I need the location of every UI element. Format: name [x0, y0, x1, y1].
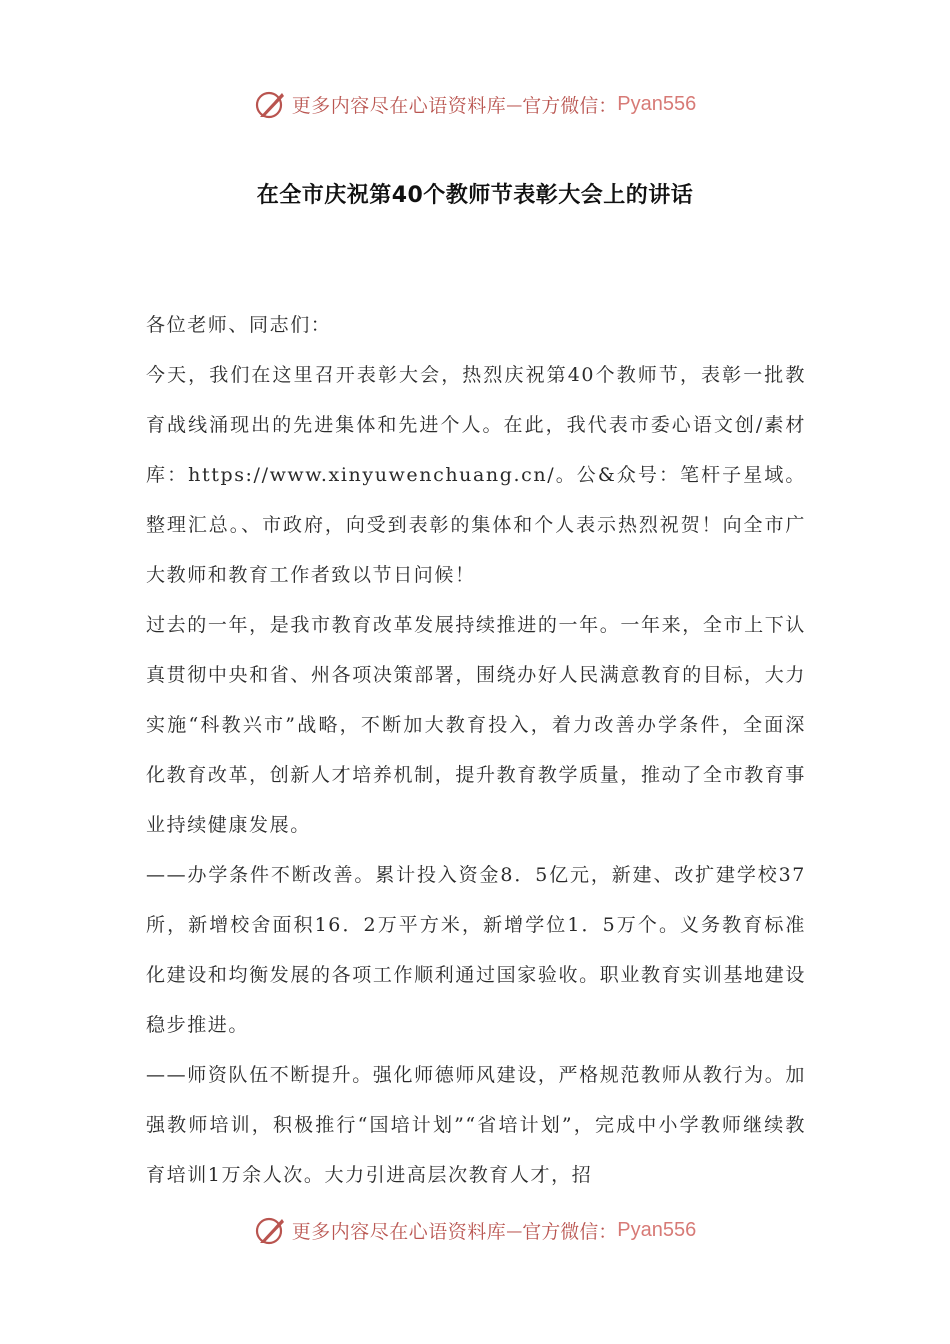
paragraph: ——师资队伍不断提升。强化师德师风建设，严格规范教师从教行为。加强教师培训，积极推行“国培计划”“省培计划”，完成中小学教师继续教育培训1万余人次。大力引进高层次教育人才，招 [146, 1064, 806, 1186]
banner-separator: — [506, 1220, 523, 1240]
paragraph-salutation: 各位老师、同志们： [146, 314, 332, 336]
banner-separator: — [506, 94, 523, 114]
quill-logo-icon [254, 1213, 288, 1247]
quill-logo-icon [254, 87, 288, 121]
banner-wechat-id: Pyan556 [617, 1218, 697, 1241]
banner-wechat-id: Pyan556 [617, 92, 697, 115]
banner-text: 更多内容尽在心语资料库 [291, 1220, 507, 1243]
paragraph: 过去的一年，是我市教育改革发展持续推进的一年。一年来，全市上下认真贯彻中央和省、州各项决策部署，围绕办好人民满意教育的目标，大力实施“科教兴市”战略，不断加大教育投入，着力改善办学条件，全面深化教育改革，创新人才培养机制，提升教育教学质量，推动了全市教育事业持续健康发展。 [146, 614, 806, 836]
document-title: 在全市庆祝第40个教师节表彰大会上的讲话 [256, 183, 694, 208]
paragraph: ——办学条件不断改善。累计投入资金8．5亿元，新建、改扩建学校37所，新增校舍面积16．2万平方米，新增学位1．5万个。义务教育标准化建设和均衡发展的各项工作顺利通过国家验收。职业教育实训基地建设稳步推进。 [146, 864, 806, 1036]
header-banner [0, 82, 950, 126]
banner-sub: 官方微信： [522, 1220, 618, 1243]
banner-text: 更多内容尽在心语资料库 [291, 94, 507, 117]
banner-sub: 官方微信： [522, 94, 618, 117]
document-body [146, 300, 806, 1200]
paragraph: 今天，我们在这里召开表彰大会，热烈庆祝第40个教师节，表彰一批教育战线涌现出的先进集体和先进个人。在此，我代表市委心语文创/素材库：https://www.xinyuwenchuang.cn/。公&众号：笔杆子星域。整理汇总。、市政府，向受到表彰的集体和个人表示热烈祝贺！向全市广大教师和教育工作者致以节日问候！ [146, 364, 806, 586]
footer-banner [0, 1208, 950, 1252]
